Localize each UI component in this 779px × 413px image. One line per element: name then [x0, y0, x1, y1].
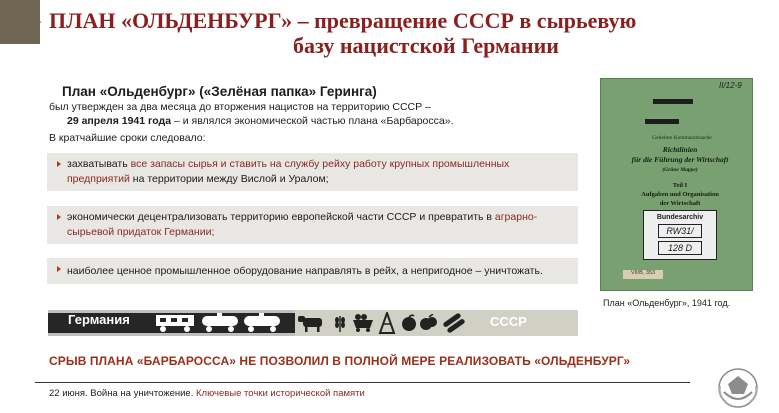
- bullet-arrow-icon: [57, 161, 61, 167]
- footer-part-1: 22 июня. Война на уничтожение.: [49, 388, 196, 399]
- apple-icon: [400, 314, 418, 332]
- document-title: [615, 145, 745, 175]
- tank-wagon-icon: [242, 313, 282, 333]
- document-sub-line-1: Teil I: [672, 182, 688, 189]
- bullet-1-post: на территории между Вислой и Уралом;: [129, 173, 329, 185]
- logs-icon: [442, 313, 466, 333]
- stamp-number: 128 D: [658, 241, 702, 255]
- resource-flow-band: [48, 310, 578, 336]
- ussr-label: СССР: [490, 314, 527, 329]
- tank-wagon-icon: [200, 313, 240, 333]
- slide-title: [49, 8, 669, 58]
- wheat-icon: [330, 313, 350, 333]
- title-line-1: ПЛАН «ОЛЬДЕНБУРГ» – превращение СССР в сырьевую: [49, 8, 637, 33]
- footer-part-2: Ключевые точки исторической памяти: [196, 388, 365, 399]
- document-sub-line-3: der Wirtschaft: [659, 200, 701, 207]
- stamp-code: RW31/: [658, 224, 702, 238]
- title-line-2: базу нацистской Германии: [293, 33, 559, 58]
- cow-icon: [297, 313, 327, 333]
- train-icon: [154, 313, 198, 333]
- emblem-icon: [714, 366, 762, 410]
- intro-date: 29 апреля 1941 года: [67, 115, 172, 127]
- bullet-arrow-icon: [57, 266, 61, 272]
- archive-stamp: [643, 210, 717, 260]
- bullet-item-1: [47, 153, 578, 191]
- document-sub-line-2: Aufgaben und Organisation: [641, 191, 719, 198]
- bullet-item-2: [47, 206, 578, 244]
- intro-paragraph: [49, 100, 469, 128]
- corner-chevron: [34, 14, 41, 30]
- germany-label: Германия: [68, 312, 130, 327]
- intro-line-2: [49, 114, 469, 128]
- stamp-header: Bundesarchiv: [656, 214, 704, 221]
- lead-text: В кратчайшие сроки следовало:: [49, 132, 206, 144]
- oil-derrick-icon: [378, 312, 396, 334]
- conclusion-text: СРЫВ ПЛАНА «БАРБАРОССА» НЕ ПОЗВОЛИЛ В ПОЛНОЙ МЕРЕ РЕАЛИЗОВАТЬ «ОЛЬДЕНБУРГ»: [49, 354, 631, 368]
- document-title-line-1: Richtlinien: [662, 145, 698, 154]
- bullet-arrow-icon: [57, 214, 61, 220]
- document-foot-label: VII/B, 353: [623, 270, 663, 279]
- document-photo: [600, 78, 753, 291]
- bullet-3-pre: наиболее ценное промышленное оборудование направлять в рейх, а непригодное – уничтожать.: [67, 265, 543, 277]
- bullet-2-highlight: аграрно-сырьевой придаток Германии;: [67, 211, 538, 238]
- bullet-2-pre: экономически децентрализовать территорию европейской части СССР и превратить в: [67, 211, 495, 223]
- photo-caption: План «Ольденбург», 1941 год.: [603, 298, 731, 308]
- document-label: Geheime Kommandosache: [652, 135, 712, 141]
- bullet-item-3: [47, 258, 578, 284]
- redaction-bar: [653, 99, 693, 104]
- plan-subheading: План «Ольденбург» («Зелёная папка» Геринга): [62, 84, 377, 99]
- bullet-1-pre: захватывать: [67, 158, 131, 170]
- footer-divider: [35, 382, 690, 383]
- document-corner-mark: II/12-9: [719, 81, 742, 90]
- berries-icon: [419, 314, 439, 332]
- ore-cart-icon: [351, 313, 375, 333]
- redaction-bar: [645, 119, 679, 124]
- intro-line-2-rest: – и являлся экономической частью плана «Барбаросса».: [171, 115, 454, 127]
- intro-line-1: был утвержден за два месяца до вторжения нацистов на территорию СССР –: [49, 101, 431, 113]
- bullet-1-highlight: все запасы сырья и ставить на службу рейху работу крупных промышленных предприятий: [67, 158, 510, 185]
- document-title-line-2: für die Führung der Wirtschaft: [631, 155, 729, 164]
- footer: [49, 388, 365, 399]
- document-subtitle: [615, 181, 745, 208]
- document-title-line-3: (Grüne Mappe): [662, 167, 698, 173]
